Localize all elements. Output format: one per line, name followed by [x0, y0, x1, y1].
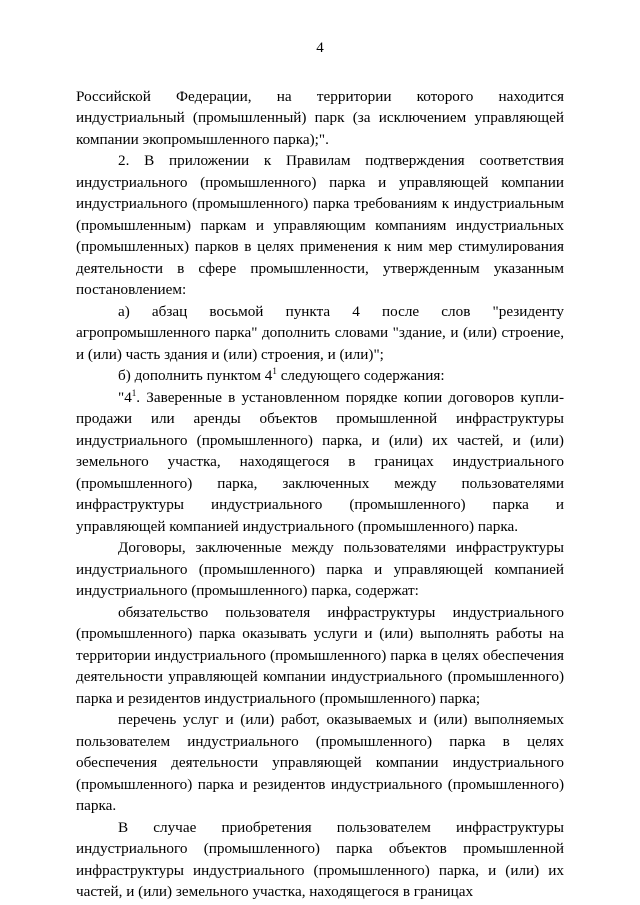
page-number: 4: [316, 40, 324, 56]
paragraph-2: 2. В приложении к Правилам подтверждения соответствия индустриального (промышленного) парка и управляющей компании индустриального (промышленного) парка требованиям к индустриальным (промышленным) паркам и управляющим компаниям индустриальных (промышленных) парков в целях применения к ним мер стимулирования деятельности в сфере промышленности, утвержденным указанным постановлением:: [76, 152, 564, 298]
paragraph-text-start: "4: [118, 388, 132, 406]
paragraph-3: а) абзац восьмой пункта 4 после слов "резиденту агропромышленного парка" дополнить словами "здание, и (или) строение, и (или) часть здания и (или) строения, и (или)";: [76, 302, 564, 363]
paragraph-5: [76, 387, 564, 538]
paragraph-8: перечень услуг и (или) работ, оказываемых и (или) выполняемых пользователем индустриального (промышленного) парка в целях обеспечения деятельности управляющей компании индустриального (промышленного) парка и резидентов индустриального (промышленного) парка.: [76, 711, 564, 814]
superscript-index: 1: [272, 365, 277, 376]
document-body: [76, 86, 564, 903]
paragraph-text-end: . Заверенные в установленном порядке копии договоров купли-продажи или аренды объектов промышленной инфраструктуры индустриального (промышленного) парка, и (или) их частей, и (или) земельного участка, находящегося в границах индустриального (промышленного) парка, заключенных между пользователями инфраструктуры индустриального (промышленного) парка и управляющей компанией индустриального (промышленного) парка.: [76, 388, 564, 535]
superscript-index: 1: [131, 387, 137, 398]
paragraph-6: Договоры, заключенные между пользователями инфраструктуры индустриального (промышленного) парка и управляющей компанией индустриального (промышленного) парка, содержат:: [76, 539, 564, 599]
paragraph-text-start: б) дополнить пунктом 4: [118, 367, 273, 384]
paragraph-7: обязательство пользователя инфраструктуры индустриального (промышленного) парка оказывать услуги и (или) выполнять работы на территории индустриального (промышленного) парка в целях обеспечения деятельности управляющей компании индустриального (промышленного) парка и резидентов индустриального (промышленного) парка;: [76, 603, 564, 707]
paragraph-text-end: следующего содержания:: [276, 367, 445, 384]
paragraph-9: В случае приобретения пользователем инфраструктуры индустриального (промышленного) парка объектов промышленной инфраструктуры индустриального (промышленного) парка, и (или) их частей, и (или) земельного участка, находящегося в границах: [76, 818, 564, 900]
paragraph-4: [76, 365, 564, 387]
paragraph-1: Российской Федерации, на территории которого находится индустриальный (промышленный) парк (за исключением управляющей компании экопромышленного парка);".: [76, 87, 564, 148]
